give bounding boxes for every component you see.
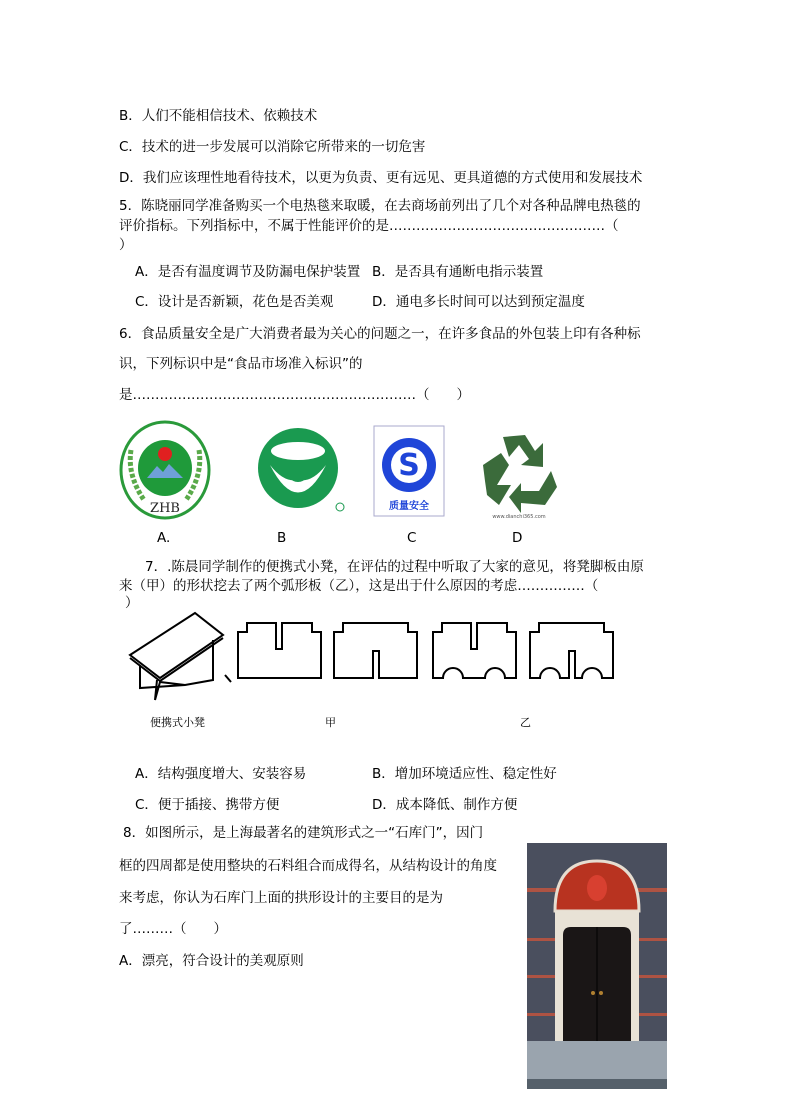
q6-stem-line1: 6．食品质量安全是广大消费者最为关心的问题之一，在许多食品的外包装上印有各种标 bbox=[119, 326, 641, 342]
logo-b-green-food bbox=[252, 425, 348, 515]
q5-option-d: D．通电多长时间可以达到预定温度 bbox=[372, 294, 585, 310]
board-yi-2 bbox=[530, 623, 613, 678]
logo-a-text: ZHB bbox=[150, 501, 180, 516]
q8-option-a: A．漂亮，符合设计的美观原则 bbox=[119, 953, 304, 969]
q7-option-b: B．增加环境适应性、稳定性好 bbox=[372, 766, 557, 782]
stool-figures bbox=[125, 610, 625, 710]
caption-jia: 甲 bbox=[325, 716, 336, 729]
q7-stem-line2: 来（甲）的形状挖去了两个弧形板（乙），这是出于什么原因的考虑……………（ bbox=[119, 578, 599, 594]
q5-stem-line3: ） bbox=[119, 237, 133, 253]
shikumen-door-photo bbox=[527, 843, 667, 1089]
logo-d-recycle bbox=[473, 425, 565, 521]
q5-option-c: C．设计是否新颖，花色是否美观 bbox=[135, 294, 334, 310]
q6-stem-line2: 识，下列标识中是“食品市场准入标识”的 bbox=[119, 356, 363, 372]
logo-a-environmental bbox=[119, 420, 211, 520]
portable-stool-drawing bbox=[130, 613, 231, 700]
q8-stem-line4: 了………（ ） bbox=[119, 921, 227, 937]
q5-option-a: A．是否有温度调节及防漏电保护装置 bbox=[135, 264, 361, 280]
logo-label-c: C bbox=[407, 530, 417, 546]
q4-option-d: D．我们应该理性地看待技术，以更为负责、更有远见、更具道德的方式使用和发展技术 bbox=[119, 170, 643, 186]
q8-stem-line1: 8．如图所示，是上海最著名的建筑形式之一“石库门”，因门 bbox=[123, 825, 484, 841]
caption-yi: 乙 bbox=[520, 716, 531, 729]
logo-label-b: B bbox=[277, 530, 287, 546]
logo-c-text: 质量安全 bbox=[389, 501, 429, 512]
logo-label-d: D bbox=[512, 530, 523, 546]
board-jia-1 bbox=[238, 623, 321, 678]
q7-option-c: C．便于插接、携带方便 bbox=[135, 797, 280, 813]
q7-option-d: D．成本降低、制作方便 bbox=[372, 797, 518, 813]
q4-option-b: B．人们不能相信技术、依赖技术 bbox=[119, 108, 318, 124]
svg-text:S: S bbox=[398, 448, 420, 483]
q7-stem-line1: 7．.陈晨同学制作的便携式小凳，在评估的过程中听取了大家的意见，将凳脚板由原 bbox=[145, 559, 644, 575]
board-yi-1 bbox=[433, 623, 516, 678]
logo-label-a: A. bbox=[157, 530, 171, 546]
q8-stem-line3: 来考虑，你认为石库门上面的拱形设计的主要目的是为 bbox=[119, 890, 443, 906]
q7-stem-line3: ） bbox=[125, 595, 139, 611]
caption-stool: 便携式小凳 bbox=[150, 716, 205, 729]
q5-stem-line1: 5．陈晓丽同学准备购买一个电热毯来取暖，在去商场前列出了几个对各种品牌电热毯的 bbox=[119, 198, 641, 214]
board-jia-2 bbox=[334, 623, 417, 678]
q6-stem-line3: 是………………………………………………………（ ） bbox=[119, 387, 470, 403]
q4-option-c: C．技术的进一步发展可以消除它所带来的一切危害 bbox=[119, 139, 426, 155]
logo-c-qs-quality bbox=[373, 425, 445, 517]
q7-option-a: A．结构强度增大、安装容易 bbox=[135, 766, 307, 782]
q5-stem-line2: 评价指标。下列指标中，不属于性能评价的是…………………………………………（ bbox=[119, 218, 619, 234]
logo-d-text: www.dianchi365.com bbox=[492, 514, 546, 520]
q8-stem-line2: 框的四周都是使用整块的石料组合而成得名，从结构设计的角度 bbox=[119, 858, 497, 874]
q5-option-b: B．是否具有通断电指示装置 bbox=[372, 264, 544, 280]
